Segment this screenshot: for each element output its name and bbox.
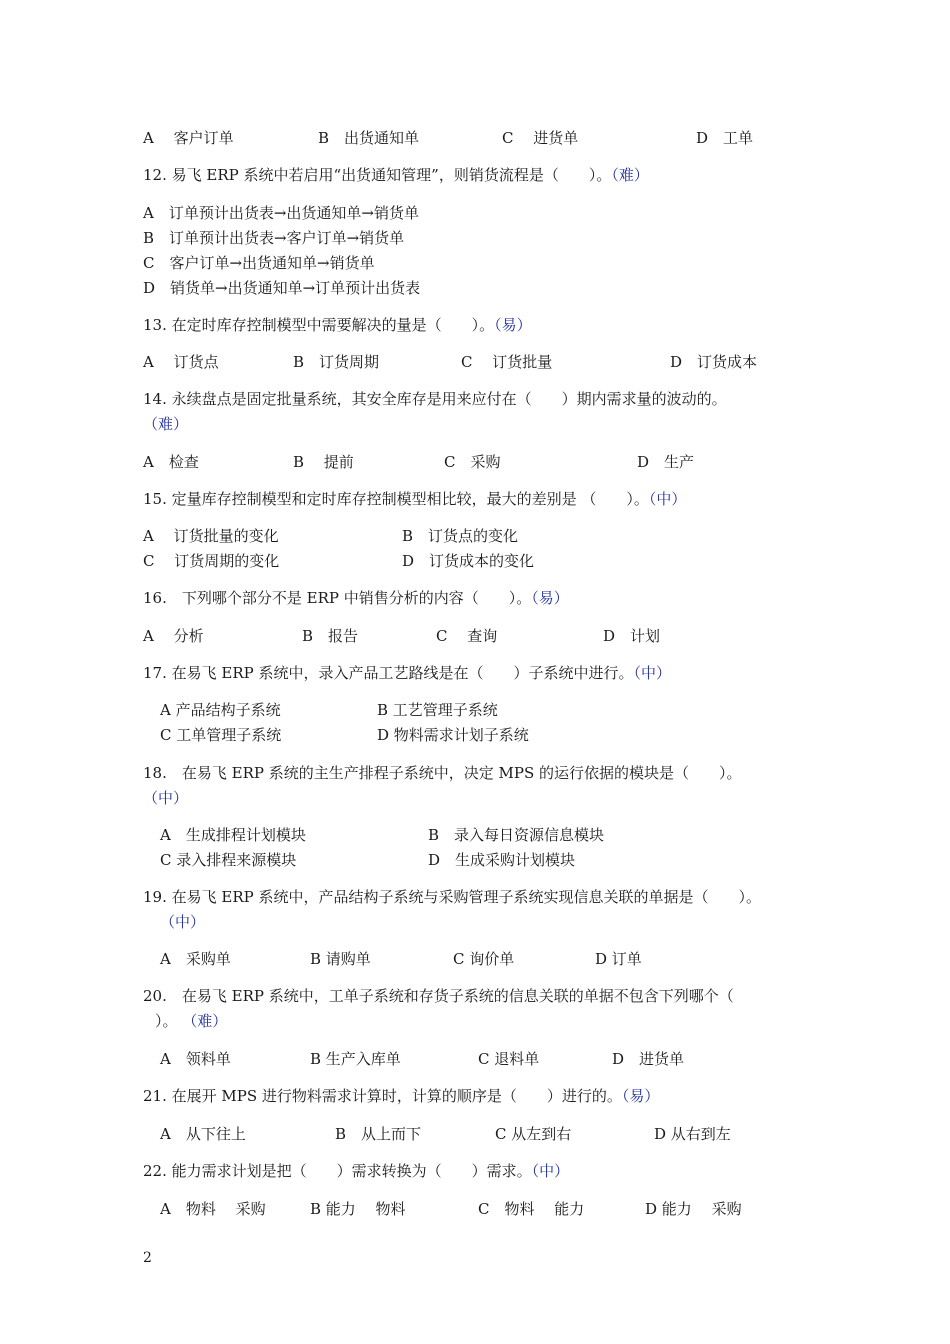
q21-option-d: D 从右到左	[654, 1125, 731, 1143]
q16-difficulty: （易）	[531, 589, 569, 607]
q22-option-b: B 能力 物料	[310, 1200, 406, 1218]
q22-option-d: D 能力 采购	[645, 1200, 742, 1218]
q12-option-a: A 订单预计出货表→出货通知单→销货单	[143, 204, 419, 222]
q12-option-d: D 销货单→出货通知单→订单预计出货表	[143, 279, 421, 297]
q22-difficulty: （中）	[531, 1162, 570, 1180]
q21-stem: 21. 在展开 MPS 进行物料需求计算时，计算的顺序是（ ）进行的。（易）	[143, 1087, 660, 1105]
q18-difficulty: （中）	[143, 789, 189, 807]
q19-option-c: C 询价单	[453, 950, 515, 968]
q20-option-a: A 领料单	[160, 1050, 231, 1068]
q18-option-c: C 录入排程来源模块	[160, 851, 297, 869]
q17-option-d: D 物料需求计划子系统	[377, 726, 529, 744]
q21-option-c: C 从左到右	[495, 1125, 572, 1143]
q21-option-b: B 从上而下	[335, 1125, 422, 1143]
q20-option-c: C 退料单	[478, 1050, 540, 1068]
q18-option-d: D 生成采购计划模块	[428, 851, 576, 869]
q11-option-d: D 工单	[696, 129, 754, 147]
q20-stem-continued: ）。 （难）	[155, 1012, 228, 1030]
q19-option-b: B 请购单	[310, 950, 371, 968]
q19-option-a: A 采购单	[160, 950, 231, 968]
q14-option-c: C 采购	[444, 453, 501, 471]
q12-stem: 12. 易飞 ERP 系统中若启用“出货通知管理”，则销货流程是（ ）。（难）	[143, 166, 649, 184]
q18-option-b: B 录入每日资源信息模块	[428, 826, 605, 844]
q17-difficulty: （中）	[633, 664, 672, 682]
q17-option-b: B 工艺管理子系统	[377, 701, 498, 719]
q20-stem: 20. 在易飞 ERP 系统中，工单子系统和存货子系统的信息关联的单据不包含下列哪个（	[143, 987, 734, 1005]
q18-stem: 18. 在易飞 ERP 系统的主生产排程子系统中，决定 MPS 的运行依据的模块是（ ）。	[143, 764, 742, 782]
q15-difficulty: （中）	[648, 490, 687, 508]
q16-option-a: A 分析	[143, 627, 204, 645]
q16-option-b: B 报告	[302, 627, 359, 645]
q16-option-c: C 查询	[436, 627, 498, 645]
q11-option-c: C 进货单	[502, 129, 579, 147]
q16-option-d: D 计划	[603, 627, 661, 645]
q15-option-c: C 订货周期的变化	[143, 552, 280, 570]
q13-option-a: A 订货点	[143, 353, 219, 371]
q19-option-d: D 订单	[595, 950, 642, 968]
q20-option-d: D 进货单	[612, 1050, 685, 1068]
q13-option-d: D 订货成本	[670, 353, 758, 371]
q13-option-c: C 订货批量	[461, 353, 553, 371]
q15-stem: 15. 定量库存控制模型和定时库存控制模型相比较，最大的差别是 （ ）。（中）	[143, 490, 687, 508]
q16-stem: 16. 下列哪个部分不是 ERP 中销售分析的内容（ ）。（易）	[143, 589, 569, 607]
q17-option-c: C 工单管理子系统	[160, 726, 282, 744]
page-number: 2	[143, 1250, 152, 1266]
q15-option-b: B 订货点的变化	[402, 527, 519, 545]
q14-difficulty: （难）	[143, 415, 189, 433]
q13-difficulty: （易）	[494, 316, 532, 334]
q19-difficulty: （中）	[160, 913, 206, 931]
q18-option-a: A 生成排程计划模块	[160, 826, 306, 844]
q12-option-c: C 客户订单→出货通知单→销货单	[143, 254, 375, 272]
q11-option-a: A 客户订单	[143, 129, 234, 147]
q13-option-b: B 订货周期	[293, 353, 380, 371]
q13-stem: 13. 在定时库存控制模型中需要解决的量是（ ）。（易）	[143, 316, 532, 334]
q17-stem: 17. 在易飞 ERP 系统中，录入产品工艺路线是在（ ）子系统中进行。（中）	[143, 664, 672, 682]
q11-option-b: B 出货通知单	[318, 129, 420, 147]
q20-option-b: B 生产入库单	[310, 1050, 401, 1068]
q21-difficulty: （易）	[621, 1087, 660, 1105]
q14-option-b: B 提前	[293, 453, 354, 471]
q14-option-a: A 检查	[143, 453, 199, 471]
q21-option-a: A 从下往上	[160, 1125, 246, 1143]
q15-option-a: A 订货批量的变化	[143, 527, 279, 545]
q12-option-b: B 订单预计出货表→客户订单→销货单	[143, 229, 405, 247]
q17-option-a: A 产品结构子系统	[160, 701, 281, 719]
q20-difficulty: （难）	[182, 1012, 228, 1030]
q22-option-c: C 物料 能力	[478, 1200, 585, 1218]
q14-stem: 14. 永续盘点是固定批量系统，其安全库存是用来应付在（ ）期内需求量的波动的。	[143, 390, 727, 408]
q15-option-d: D 订货成本的变化	[402, 552, 535, 570]
q22-stem: 22. 能力需求计划是把（ ）需求转换为（ ）需求。（中）	[143, 1162, 570, 1180]
q22-option-a: A 物料 采购	[160, 1200, 266, 1218]
q12-difficulty: （难）	[611, 166, 649, 184]
q19-stem: 19. 在易飞 ERP 系统中，产品结构子系统与采购管理子系统实现信息关联的单据是（ ）。	[143, 888, 761, 906]
q14-option-d: D 生产	[637, 453, 695, 471]
